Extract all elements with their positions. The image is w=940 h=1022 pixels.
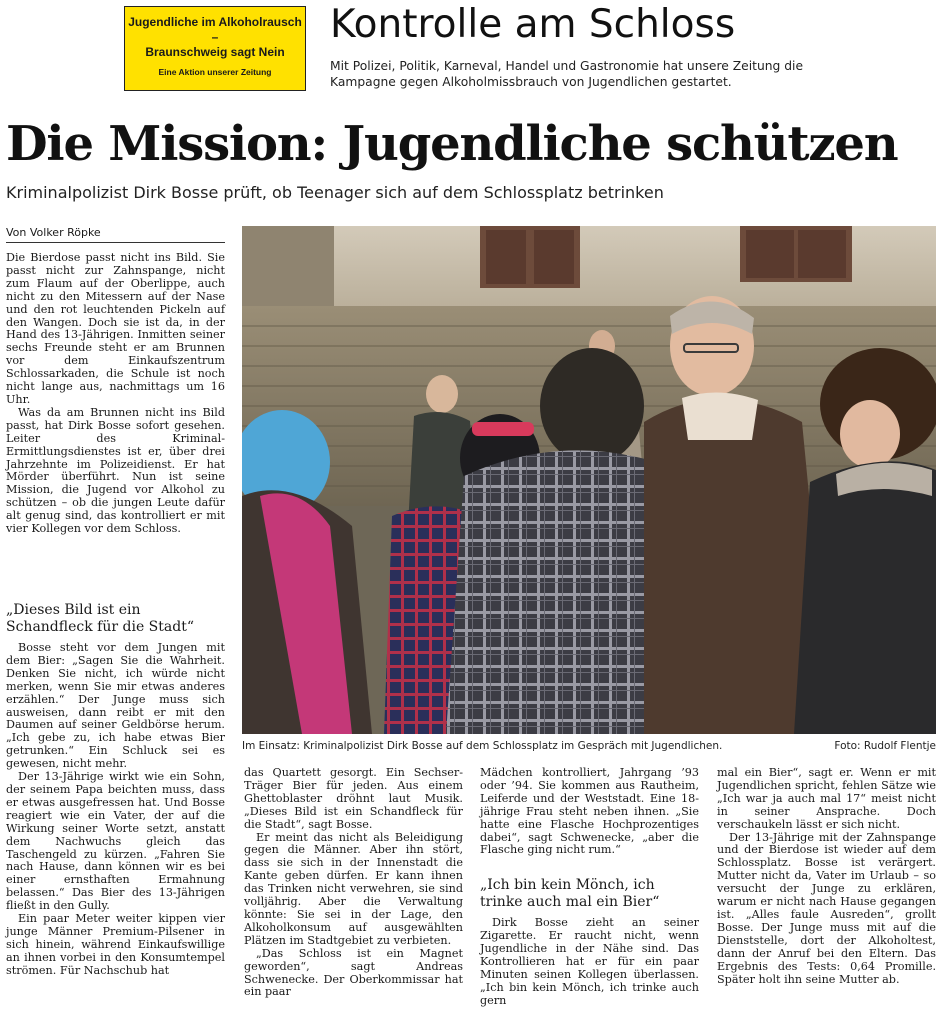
badge-line-2: Braunschweig sagt Nein [145, 45, 285, 59]
photo-caption-line [242, 739, 936, 753]
article-column-3 [480, 767, 699, 1008]
paragraph: mal ein Bier“, sagt er. Wenn er mit Jugendlichen spricht, fehlen Sätze wie „Ich war ja auch mal 17“ meist nicht in seiner Ansprache. Doch verschaukeln lässt er sich nicht. [717, 766, 936, 831]
paragraph: Die Bierdose passt nicht ins Bild. Sie passt nicht zur Zahnspange, nicht zum Flaum auf der Oberlippe, auch nicht zu den Mitessern auf der Nase und den rot leuchtenden Pickeln auf den Wangen. Doch sie ist da, in der Hand des 13-Jährigen. Inmitten seiner sechs Freunde steht er am Brunnen vor dem Einkaufszentrum Schlossarkaden, die Schule ist noch nicht lange aus, nachmittags um 16 Uhr. [6, 251, 225, 406]
photo-caption: Im Einsatz: Kriminalpolizist Dirk Bosse auf dem Schlossplatz im Gespräch mit Jugendlichen. [242, 740, 723, 752]
subheadline: Kriminalpolizist Dirk Bosse prüft, ob Teenager sich auf dem Schlossplatz betrinken [6, 183, 664, 202]
paragraph: Der 13-Jährige mit der Zahnspange und der Bierdose ist wieder auf dem Schlossplatz. Bosse ist verärgert. Mutter nicht da, Vater im Urlaub – so versucht der Junge zu erklären, warum er nicht nach Hause gegangen ist. „Alles faule Ausreden“, grollt Bosse. Der Junge muss mit auf die Dienststelle, dort der Alkoholtest, dann der Anruf bei den Eltern. Das Ergebnis des Tests: 0,64 Promille. Später holt ihn seine Mutter ab. [717, 830, 936, 986]
badge-line-3: Eine Aktion unserer Zeitung [158, 67, 272, 77]
badge-dash: – [211, 30, 219, 44]
article-column-1-lower [6, 594, 225, 978]
paragraph: „Das Schloss ist ein Magnet geworden“, sagt Andreas Schwenecke. Der Oberkommissar hat ein paar [244, 946, 463, 999]
paragraph: Er meint das nicht als Beleidigung gegen die Männer. Aber ihn stört, dass sie sich in der Innenstadt die Kante geben dürfen. Er kann ihnen das Trinken nicht verwehren, sie sind volljährig. Aber die Verwaltung könnte: Sie sei in der Lage, den Alkoholkonsum auf ausgewählten Plätzen im Stadtgebiet zu verbieten. [244, 830, 463, 947]
kicker-title: Kontrolle am Schloss [330, 2, 736, 47]
headline: Die Mission: Jugendliche schützen [6, 116, 898, 172]
campaign-badge [124, 6, 306, 91]
article-column-1 [6, 252, 225, 536]
byline: Von Volker Röpke [6, 225, 225, 243]
article-column-2 [244, 767, 463, 999]
paragraph: Dirk Bosse zieht an seiner Zigarette. Er raucht nicht, wenn Jugendliche in der Nähe sind. Das Kontrollieren hat er für ein paar Minuten seinen Kollegen überlassen. „Ich bin kein Mönch, ich trinke auch gern [480, 916, 699, 1007]
photo-illustration [242, 226, 936, 734]
article-column-4 [717, 767, 936, 986]
badge-line-1: Jugendliche im Alkoholrausch [128, 15, 302, 29]
paragraph: das Quartett gesorgt. Ein Sechser-Träger Bier für jeden. Aus einem Ghettoblaster dröhnt laut Musik. „Dieses Bild ist ein Schandfleck für die Stadt“, sagt Bosse. [244, 766, 463, 831]
news-photo [242, 226, 936, 734]
photo-credit: Foto: Rudolf Flentje [834, 740, 936, 752]
intertitle-2: „Ich bin kein Mönch, ich trinke auch mal ein Bier“ [480, 877, 660, 911]
kicker-subtitle: Mit Polizei, Politik, Karneval, Handel und Gastronomie hat unsere Zeitung die Kampagne gegen Alkoholmissbrauch von Jugendlichen gestartet. [330, 59, 804, 89]
paragraph: Bosse steht vor dem Jungen mit dem Bier: „Sagen Sie die Wahrheit. Denken Sie nicht, ich würde nicht merken, wenn Sie mir etwas anderes erzählen.“ Der Junge muss sich ausweisen, dann reibt er mit den Daumen auf seiner Geldbörse herum. „Ich gebe zu, ich habe etwas Bier getrunken.“ Ein Schluck sei es gewesen, nicht mehr. [6, 641, 225, 771]
intertitle-1: „Dieses Bild ist ein Schandfleck für die Stadt“ [6, 602, 194, 635]
paragraph: Der 13-Jährige wirkt wie ein Sohn, der seinem Papa beichten muss, dass er etwas ausgefressen hat. Und Bosse reagiert wie ein Vater, der auf die Wirkung seiner Worte setzt, anstatt dem Nachwuchs gleich das Taschengeld zu kürzen. „Fahren Sie nach Hause, dann können wir es bei einer ernsthaften Ermahnung belassen.“ Das Bier des 13-Jährigen fließt in den Gully. [6, 770, 225, 913]
paragraph: Ein paar Meter weiter kippen vier junge Männer Premium-Pilsener in sich hinein, während Einkaufswillige an ihnen vorbei in den Konsumtempel strömen. Für Nachschub hat [6, 912, 225, 977]
paragraph: Was da am Brunnen nicht ins Bild passt, hat Dirk Bosse sofort gesehen. Leiter des Kriminal-Ermittlungsdienstes ist er, über drei Jahrzehnte im Polizeidienst. Er hat Mörder überführt. Nun ist seine Mission, die Jugend vor Alkohol zu schützen – ob die jungen Leute dafür alt genug sind, das kontrolliert er mit vier Kollegen vor dem Schloss. [6, 405, 225, 536]
paragraph: Mädchen kontrolliert, Jahrgang ’93 oder ’94. Sie kommen aus Rautheim, Leiferde und der Weststadt. Eine 18-jährige Frau steht neben ihnen. „Sie hatte eine Flasche Hochprozentiges dabei“, sagt Schwenecke, „aber die Flasche ging nicht rum.“ [480, 766, 699, 857]
